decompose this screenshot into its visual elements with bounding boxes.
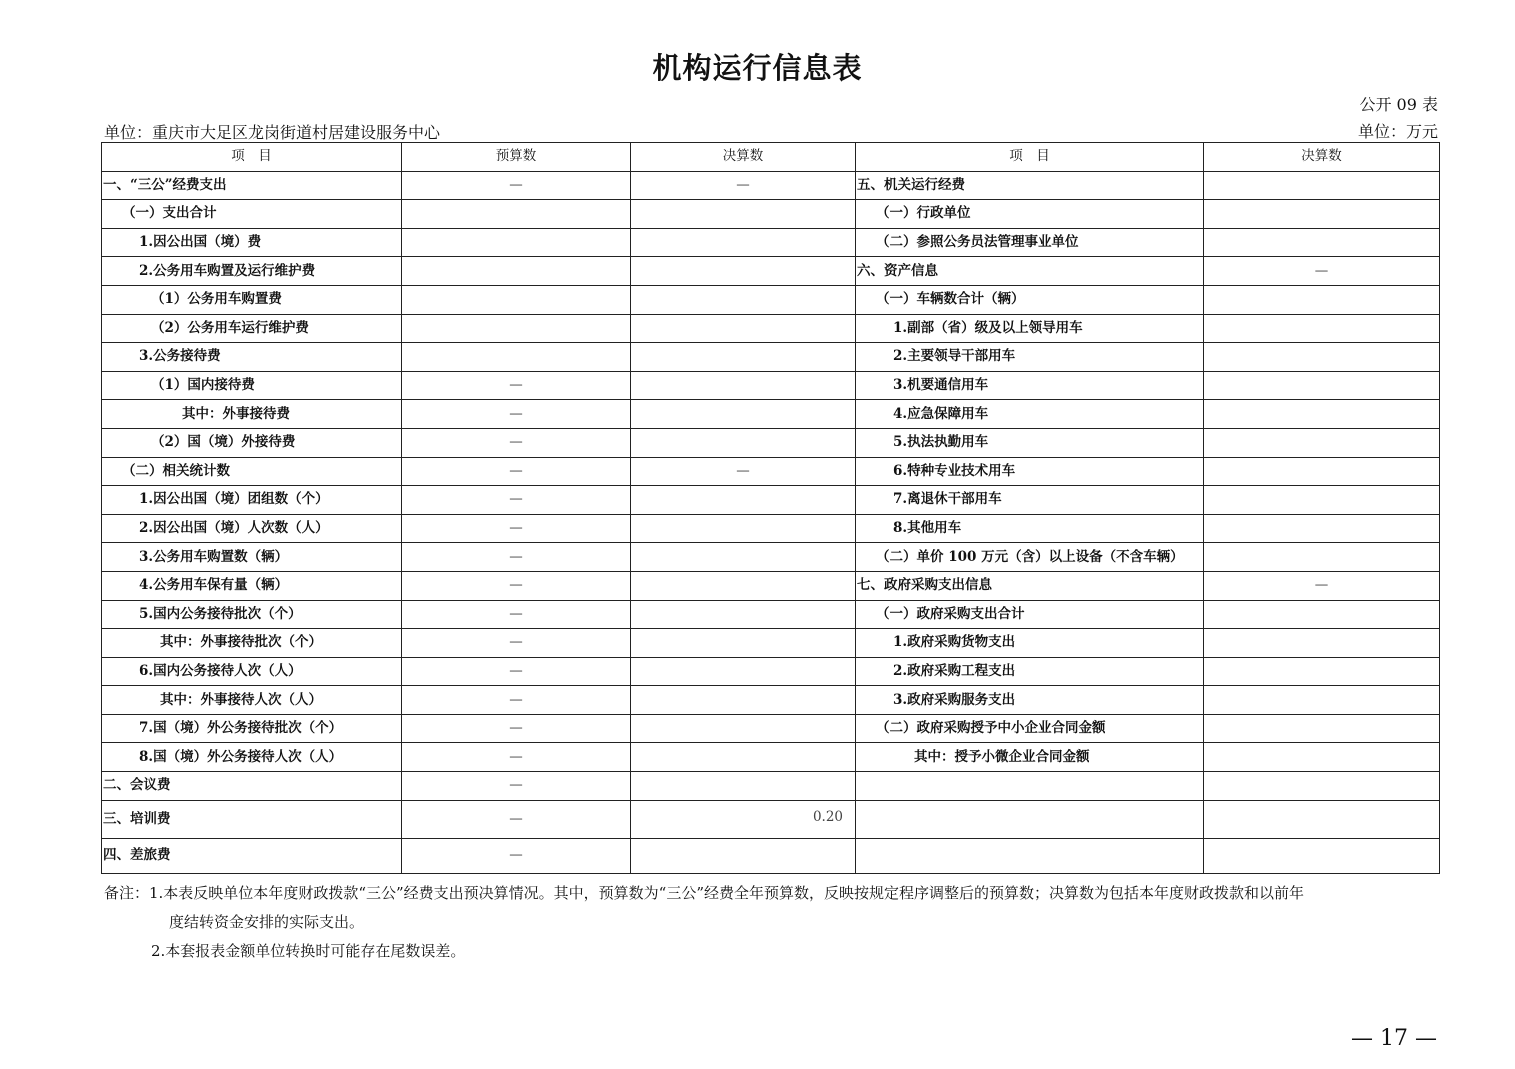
budget-cell xyxy=(402,200,631,229)
right-label: 3.机要通信用车 xyxy=(856,371,1204,400)
final-cell: 0.20 xyxy=(631,800,856,838)
right-final-cell xyxy=(1204,486,1440,515)
right-final-cell xyxy=(1204,400,1440,429)
right-final-cell xyxy=(1204,657,1440,686)
row-label: （2）国（境）外接待费 xyxy=(102,428,402,457)
table-row xyxy=(102,543,1440,572)
right-label: （一）政府采购支出合计 xyxy=(856,600,1204,629)
form-number: 公开 09 表 xyxy=(1359,95,1438,114)
budget-cell: — xyxy=(402,371,631,400)
notes xyxy=(104,879,1304,966)
budget-cell: — xyxy=(402,428,631,457)
note-line-1: 备注：1.本表反映单位本年度财政拨款“三公”经费支出预决算情况。其中，预算数为“三公”经费全年预算数，反映按规定程序调整后的预算数；决算数为包括本年度财政拨款和以前年 xyxy=(104,884,1304,902)
header-budget: 预算数 xyxy=(402,143,631,172)
row-label: 7.国（境）外公务接待批次（个） xyxy=(102,714,402,743)
budget-cell xyxy=(402,285,631,314)
final-cell xyxy=(631,200,856,229)
final-cell xyxy=(631,838,856,873)
right-final-cell xyxy=(1204,743,1440,772)
right-final-cell xyxy=(1204,543,1440,572)
unit-currency: 单位：万元 xyxy=(1357,122,1438,141)
budget-cell xyxy=(402,314,631,343)
right-label xyxy=(856,838,1204,873)
final-cell xyxy=(631,600,856,629)
right-final-cell xyxy=(1204,228,1440,257)
right-final-cell: — xyxy=(1204,571,1440,600)
table-row xyxy=(102,686,1440,715)
right-label: 七、政府采购支出信息 xyxy=(856,571,1204,600)
right-final-cell xyxy=(1204,371,1440,400)
final-cell xyxy=(631,257,856,286)
page-number: — 17 — xyxy=(1351,1026,1437,1051)
row-label: 2.公务用车购置及运行维护费 xyxy=(102,257,402,286)
right-final-cell xyxy=(1204,838,1440,873)
right-label: 其中：授予小微企业合同金额 xyxy=(856,743,1204,772)
right-label xyxy=(856,800,1204,838)
budget-cell xyxy=(402,257,631,286)
budget-cell: — xyxy=(402,714,631,743)
row-label: （1）国内接待费 xyxy=(102,371,402,400)
right-label: 六、资产信息 xyxy=(856,257,1204,286)
budget-cell: — xyxy=(402,686,631,715)
budget-cell: — xyxy=(402,486,631,515)
table-row xyxy=(102,314,1440,343)
row-label: 二、会议费 xyxy=(102,772,402,801)
final-cell xyxy=(631,571,856,600)
right-label: 2.政府采购工程支出 xyxy=(856,657,1204,686)
final-cell: — xyxy=(631,457,856,486)
row-label: （1）公务用车购置费 xyxy=(102,285,402,314)
budget-cell: — xyxy=(402,743,631,772)
table-row xyxy=(102,838,1440,873)
header-item-left: 项 目 xyxy=(102,143,402,172)
right-final-cell xyxy=(1204,686,1440,715)
final-cell: — xyxy=(631,171,856,200)
note-line-1-cont: 度结转资金安排的实际支出。 xyxy=(169,913,365,931)
note-line-2: 2.本套报表金额单位转换时可能存在尾数误差。 xyxy=(151,942,466,960)
budget-cell: — xyxy=(402,772,631,801)
right-final-cell xyxy=(1204,428,1440,457)
right-final-cell xyxy=(1204,714,1440,743)
right-final-cell xyxy=(1204,285,1440,314)
table-row xyxy=(102,228,1440,257)
table-header-row xyxy=(102,143,1440,172)
final-cell xyxy=(631,314,856,343)
right-final-cell xyxy=(1204,772,1440,801)
row-label: 3.公务用车购置数（辆） xyxy=(102,543,402,572)
row-label: 4.公务用车保有量（辆） xyxy=(102,571,402,600)
budget-cell xyxy=(402,343,631,372)
budget-cell: — xyxy=(402,543,631,572)
final-cell xyxy=(631,714,856,743)
right-label: （一）行政单位 xyxy=(856,200,1204,229)
final-cell xyxy=(631,629,856,658)
table-row xyxy=(102,285,1440,314)
page-title: 机构运行信息表 xyxy=(652,51,863,85)
budget-cell: — xyxy=(402,571,631,600)
table-row xyxy=(102,772,1440,801)
row-label: 1.因公出国（境）费 xyxy=(102,228,402,257)
right-label: 1.政府采购货物支出 xyxy=(856,629,1204,658)
right-final-cell: — xyxy=(1204,257,1440,286)
table-row xyxy=(102,657,1440,686)
header-final: 决算数 xyxy=(631,143,856,172)
budget-cell: — xyxy=(402,800,631,838)
budget-cell: — xyxy=(402,600,631,629)
right-label: 1.副部（省）级及以上领导用车 xyxy=(856,314,1204,343)
table-row xyxy=(102,457,1440,486)
right-final-cell xyxy=(1204,343,1440,372)
final-cell xyxy=(631,772,856,801)
budget-cell: — xyxy=(402,657,631,686)
table-row xyxy=(102,400,1440,429)
final-cell xyxy=(631,428,856,457)
right-label: （二）政府采购授予中小企业合同金额 xyxy=(856,714,1204,743)
right-label: 3.政府采购服务支出 xyxy=(856,686,1204,715)
right-label: （二）单价 100 万元（含）以上设备（不含车辆） xyxy=(856,543,1204,572)
table-row xyxy=(102,200,1440,229)
final-cell xyxy=(631,543,856,572)
right-label: （一）车辆数合计（辆） xyxy=(856,285,1204,314)
unit-name: 单位：重庆市大足区龙岗街道村居建设服务中心 xyxy=(104,123,441,142)
budget-cell: — xyxy=(402,838,631,873)
row-label: 8.国（境）外公务接待人次（人） xyxy=(102,743,402,772)
final-cell xyxy=(631,743,856,772)
table-row xyxy=(102,714,1440,743)
right-label: 8.其他用车 xyxy=(856,514,1204,543)
budget-cell: — xyxy=(402,457,631,486)
table-row xyxy=(102,514,1440,543)
row-label: 其中：外事接待批次（个） xyxy=(102,629,402,658)
table-row xyxy=(102,571,1440,600)
right-final-cell xyxy=(1204,800,1440,838)
final-cell xyxy=(631,686,856,715)
row-label: 三、培训费 xyxy=(102,800,402,838)
row-label: 其中：外事接待费 xyxy=(102,400,402,429)
right-label: 五、机关运行经费 xyxy=(856,171,1204,200)
right-final-cell xyxy=(1204,600,1440,629)
table-row xyxy=(102,743,1440,772)
right-label: 2.主要领导干部用车 xyxy=(856,343,1204,372)
row-label: 四、差旅费 xyxy=(102,838,402,873)
row-label: 其中：外事接待人次（人） xyxy=(102,686,402,715)
table-row xyxy=(102,629,1440,658)
budget-cell: — xyxy=(402,629,631,658)
info-table xyxy=(101,142,1440,874)
final-cell xyxy=(631,486,856,515)
row-label: 1.因公出国（境）团组数（个） xyxy=(102,486,402,515)
final-cell xyxy=(631,228,856,257)
final-cell xyxy=(631,657,856,686)
right-label: （二）参照公务员法管理事业单位 xyxy=(856,228,1204,257)
right-label: 7.离退休干部用车 xyxy=(856,486,1204,515)
final-cell xyxy=(631,400,856,429)
right-label: 6.特种专业技术用车 xyxy=(856,457,1204,486)
right-final-cell xyxy=(1204,200,1440,229)
right-final-cell xyxy=(1204,314,1440,343)
row-label: （一）支出合计 xyxy=(102,200,402,229)
budget-cell: — xyxy=(402,400,631,429)
final-cell xyxy=(631,285,856,314)
row-label: 5.国内公务接待批次（个） xyxy=(102,600,402,629)
table-row xyxy=(102,486,1440,515)
right-label: 4.应急保障用车 xyxy=(856,400,1204,429)
right-final-cell xyxy=(1204,457,1440,486)
row-label: 6.国内公务接待人次（人） xyxy=(102,657,402,686)
row-label: 一、“三公”经费支出 xyxy=(102,171,402,200)
row-label: （2）公务用车运行维护费 xyxy=(102,314,402,343)
final-cell xyxy=(631,343,856,372)
row-label: （二）相关统计数 xyxy=(102,457,402,486)
budget-cell xyxy=(402,228,631,257)
right-final-cell xyxy=(1204,514,1440,543)
right-final-cell xyxy=(1204,629,1440,658)
right-final-cell xyxy=(1204,171,1440,200)
table-row xyxy=(102,600,1440,629)
table-row xyxy=(102,428,1440,457)
table-row xyxy=(102,257,1440,286)
table-row xyxy=(102,371,1440,400)
budget-cell: — xyxy=(402,171,631,200)
final-cell xyxy=(631,371,856,400)
budget-cell: — xyxy=(402,514,631,543)
right-label: 5.执法执勤用车 xyxy=(856,428,1204,457)
header-final-right: 决算数 xyxy=(1204,143,1440,172)
final-cell xyxy=(631,514,856,543)
row-label: 2.因公出国（境）人次数（人） xyxy=(102,514,402,543)
table-row xyxy=(102,343,1440,372)
right-label xyxy=(856,772,1204,801)
table-row xyxy=(102,171,1440,200)
table-row xyxy=(102,800,1440,838)
header-item-right: 项 目 xyxy=(856,143,1204,172)
row-label: 3.公务接待费 xyxy=(102,343,402,372)
